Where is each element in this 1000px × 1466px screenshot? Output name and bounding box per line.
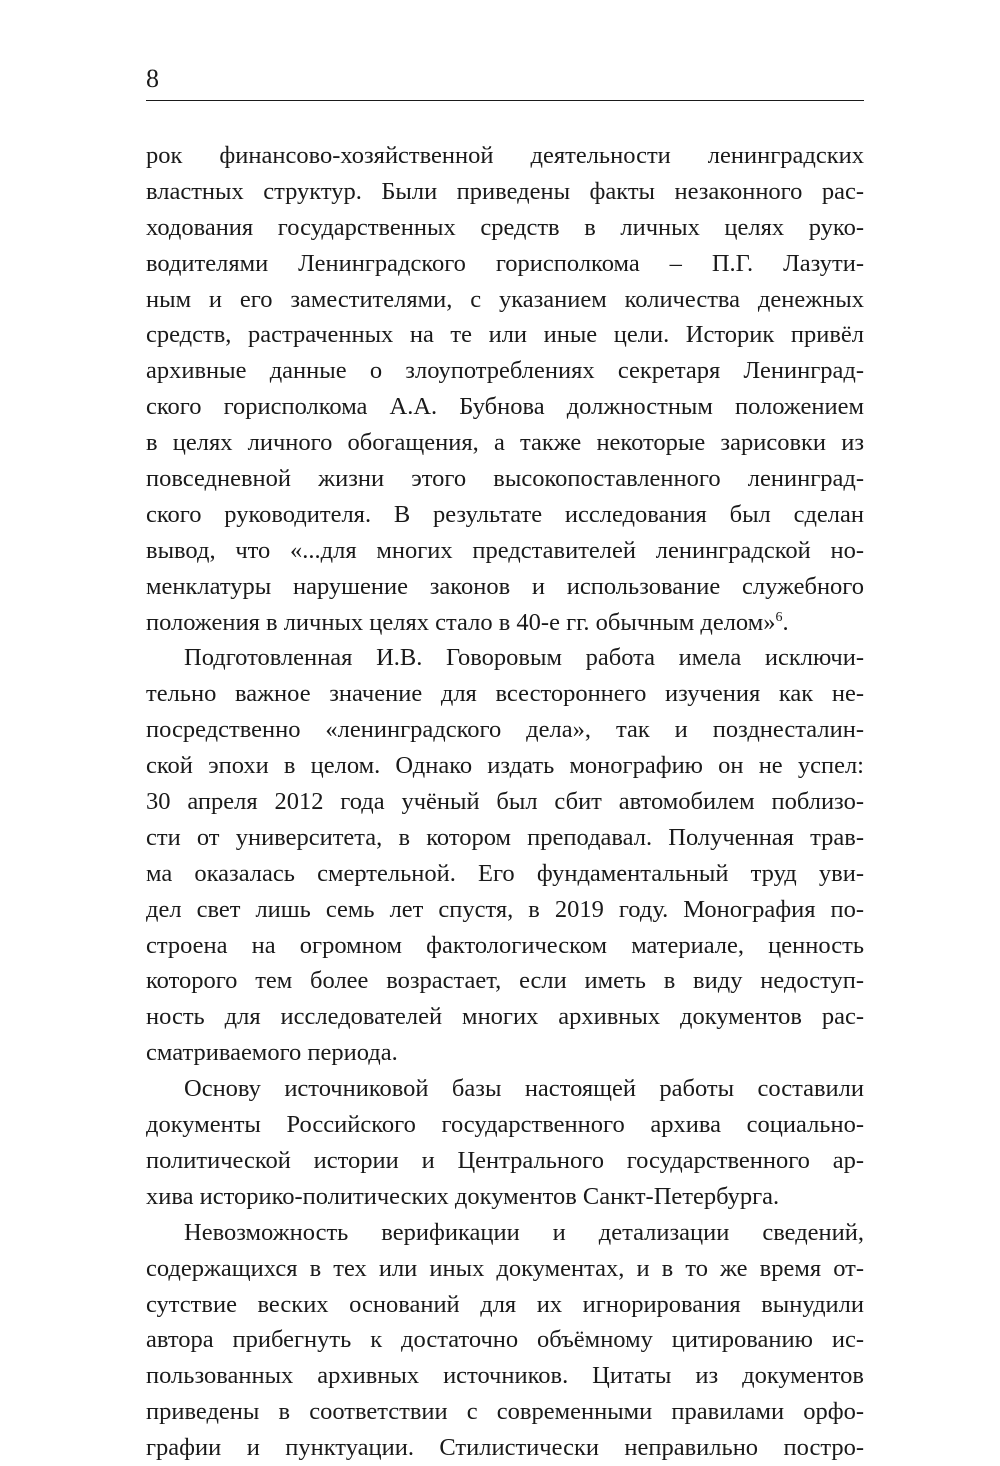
text-line: рок финансово-хозяйственной деятельности ленинградских [146,142,864,169]
paragraph-2 [146,640,864,1071]
text-line: 30 апреля 2012 года учёный был сбит автомобилем поблизо- [146,788,864,816]
text-line: сматриваемого периода. [146,1039,398,1067]
text-line: графии и пунктуации. Стилистически неправильно постро- [146,1434,864,1462]
page-number: 8 [146,64,159,93]
header-rule [146,100,864,101]
paragraph-1 [146,138,864,640]
text-line: ным и его заместителями, с указанием количества денежных [146,285,864,313]
body-text [146,138,864,1466]
text-line: сти от университета, в котором преподавал. Полученная трав- [146,823,864,851]
text-line: ского руководителя. В результате исследования был сделан [146,500,864,528]
sentence-end: . [782,608,789,636]
text-line: ской эпохи в целом. Однако издать монографию он не успел: [146,752,864,780]
text-line-content: положения в личных целях стало в 40-е гг. обычным делом» [146,608,776,636]
text-line: Невозможность верификации и детализации сведений, [184,1218,864,1246]
text-line: средств, растраченных на те или иные цели. Историк привёл [146,321,864,349]
text-line: документы Российского государственного архива социально- [146,1111,864,1139]
text-line: Основу источниковой базы настоящей работы составили [184,1075,864,1103]
text-line: тельно важное значение для всестороннего изучения как не- [146,680,864,708]
text-line: вывод, что «...для многих представителей ленинградской но- [146,536,864,564]
text-line: посредственно «ленинградского дела», так и позднесталин- [146,716,864,744]
text-line: архивные данные о злоупотреблениях секретаря Ленинград- [146,357,864,385]
text-line: повседневной жизни этого высокопоставленного ленинград- [146,465,864,493]
text-line: властных структур. Были приведены факты незаконного рас- [146,177,864,205]
text-line: ходования государственных средств в личных целях руко- [146,213,864,241]
text-line: пользованных архивных источников. Цитаты из документов [146,1362,864,1390]
text-line: водителями Ленинградского горисполкома – П.Г. Лазути- [146,249,864,277]
text-line: в целях личного обогащения, а также некоторые зарисовки из [146,429,864,457]
text-line: автора прибегнуть к достаточно объёмному цитированию ис- [146,1326,864,1354]
text-line: приведены в соответствии с современными правилами орфо- [146,1398,864,1426]
text-line: хива историко-политических документов Санкт-Петербурга. [146,1182,780,1210]
text-line: содержащихся в тех или иных документах, и в то же время от- [146,1254,864,1282]
text-line: Подготовленная И.В. Говоровым работа имела исключи- [184,644,864,672]
paragraph-4 [146,1215,864,1466]
paragraph-3 [146,1071,864,1215]
footnote-reference: 6 [775,609,783,625]
text-line: дел свет лишь семь лет спустя, в 2019 году. Монография по- [146,895,864,923]
text-line: ма оказалась смертельной. Его фундаментальный труд уви- [146,859,864,887]
text-line-with-footnote [146,605,864,641]
text-line: ность для исследователей многих архивных документов рас- [146,1003,864,1031]
text-line: которого тем более возрастает, если иметь в виду недоступ- [146,967,864,995]
text-line: ского горисполкома А.А. Бубнова должностным положением [146,393,864,421]
text-line: строена на огромном фактологическом материале, ценность [146,931,864,959]
text-line: менклатуры нарушение законов и использование служебного [146,572,864,600]
text-line: политической истории и Центрального государственного ар- [146,1146,864,1174]
text-line: сутствие веских оснований для их игнорирования вынудили [146,1290,864,1318]
